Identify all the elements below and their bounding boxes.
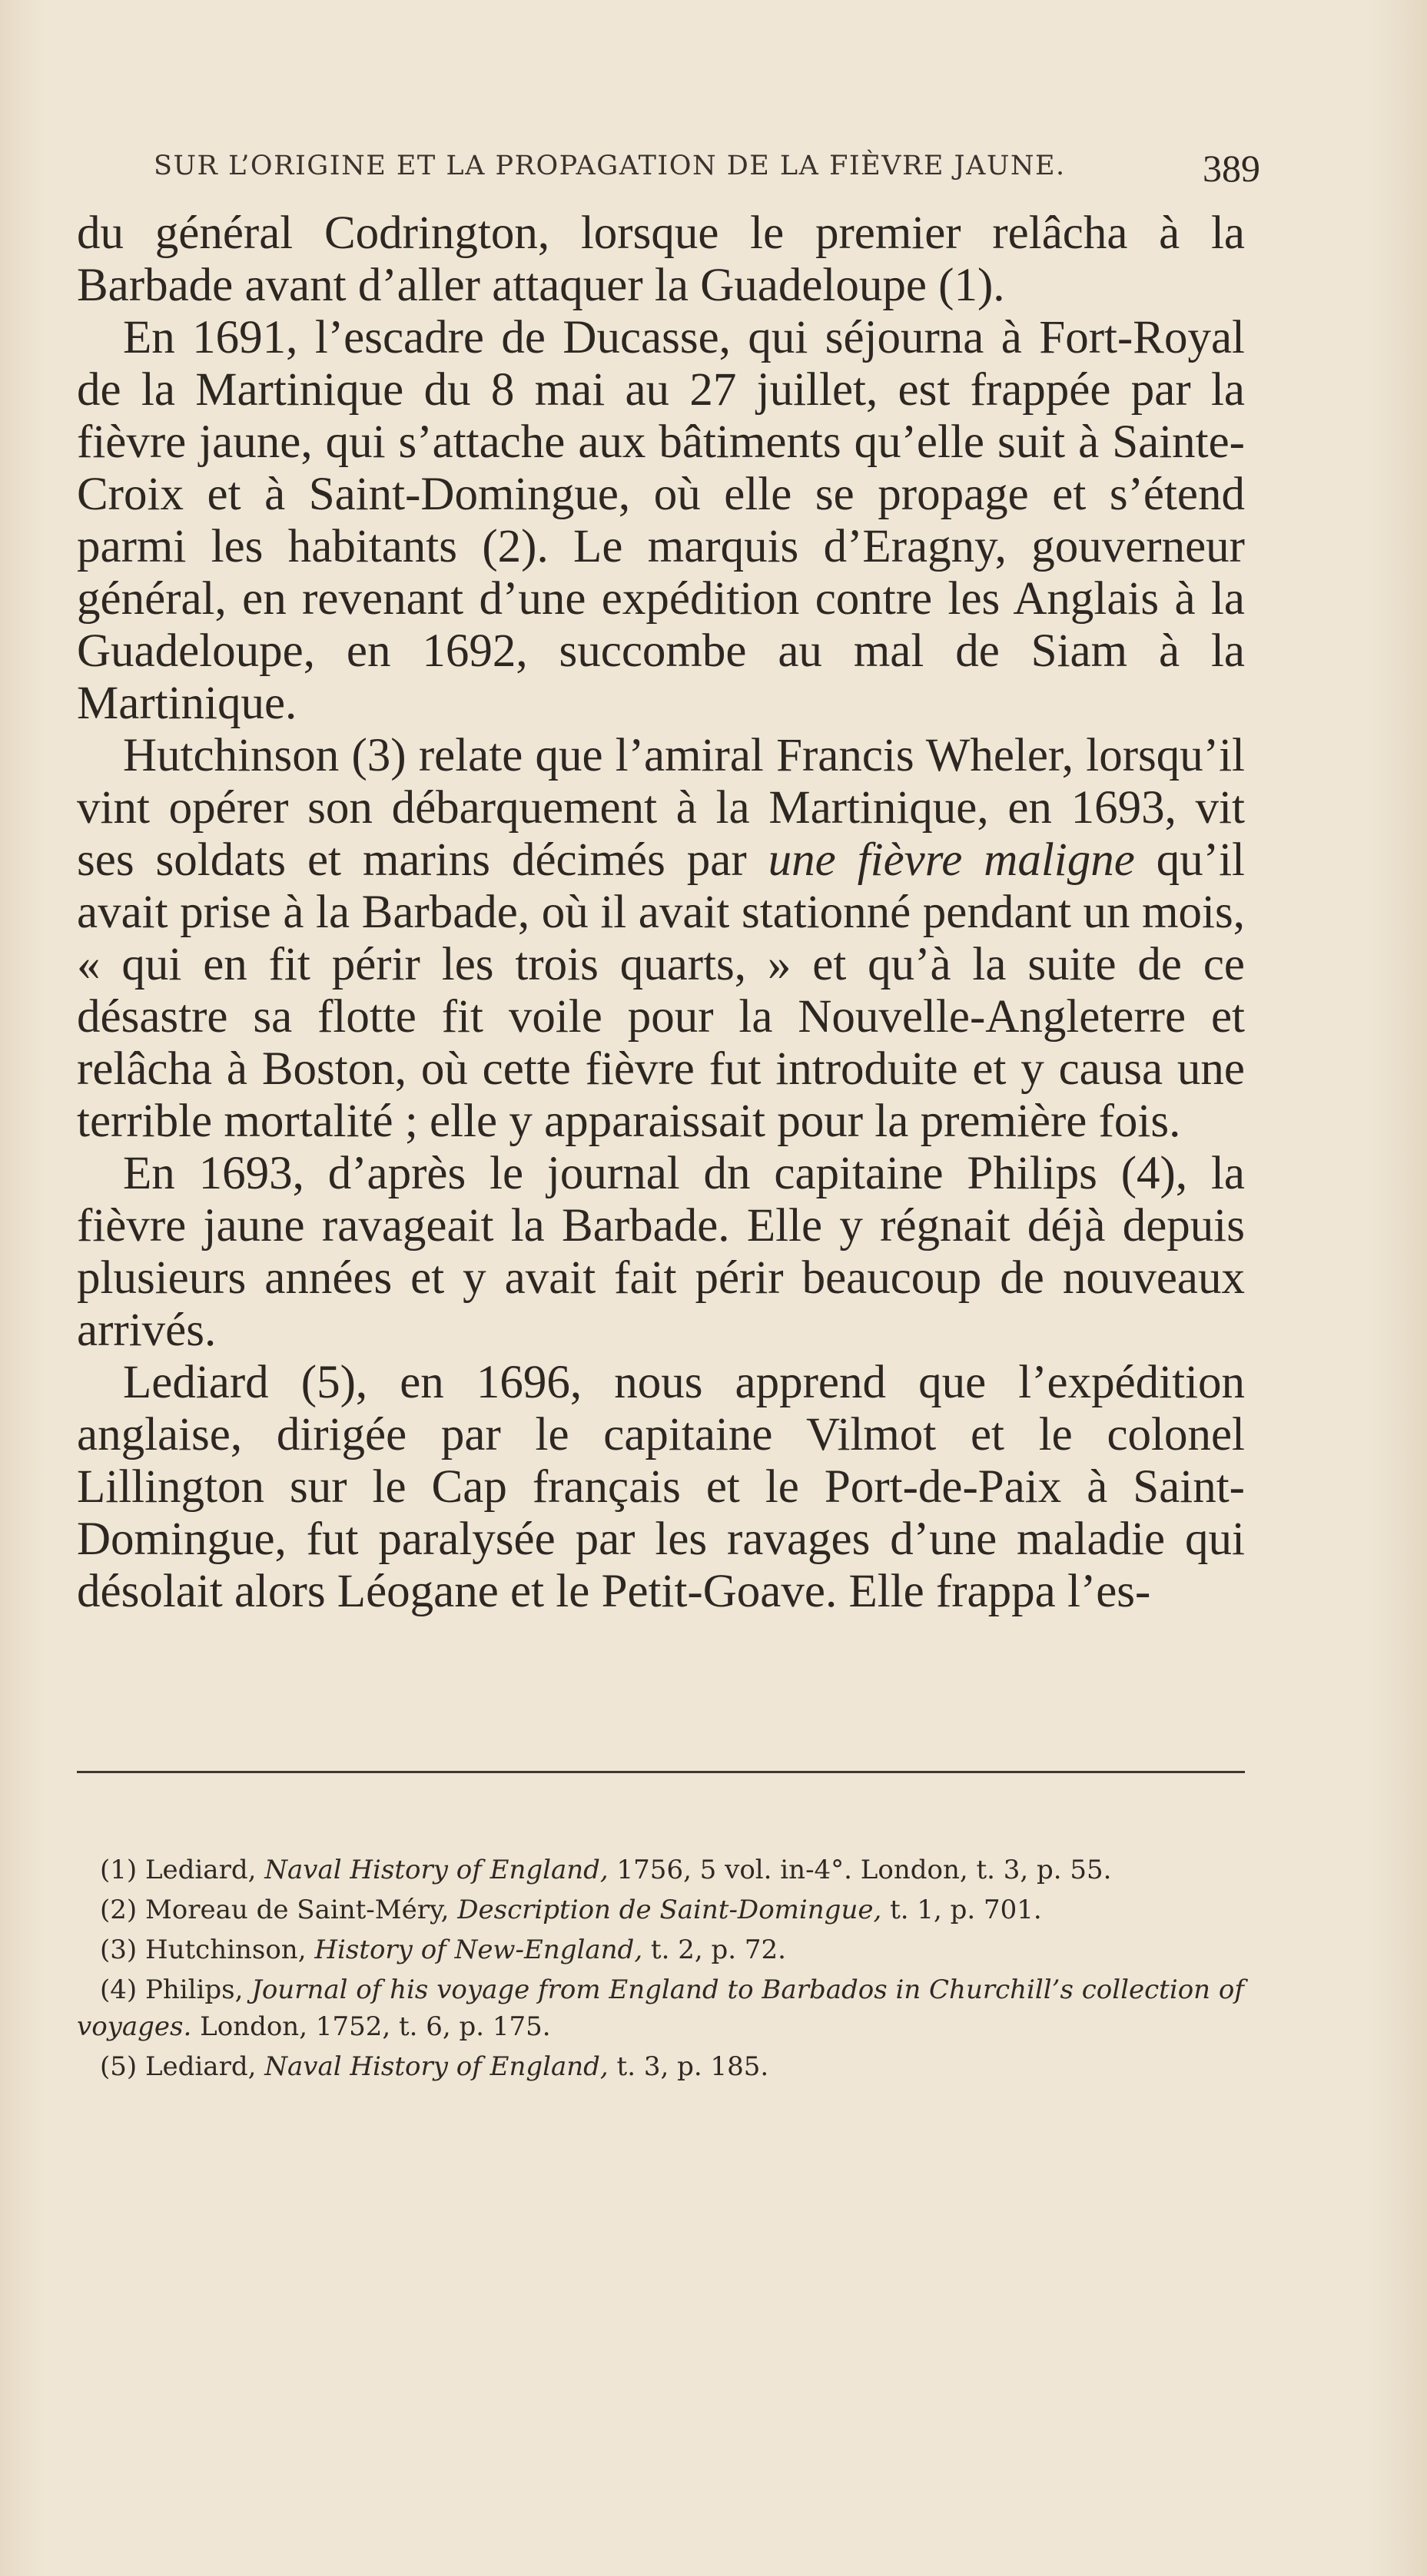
footnote-4-before: (4) Philips, <box>100 1974 252 2005</box>
footnote-5 <box>77 2048 1245 2085</box>
running-title: SUR L’ORIGINE ET LA PROPAGATION DE LA FIÈVRE JAUNE. <box>154 151 1066 181</box>
footnote-2-before: (2) Moreau de Saint-Méry, <box>100 1895 458 1925</box>
paragraph-3-text-after: qu’il avait prise à la Barbade, où il avait stationné pendant un mois, « qui en fit périr les trois quarts, » et qu’à la suite de ce désastre sa flotte fit voile pour la Nouvelle-Angleterre et relâcha à Boston, où cette fièvre fut introduite et y causa une terrible mortalité ; elle y apparaissait pour la première fois. <box>77 834 1245 1147</box>
footnote-2-title: Description de Saint-Domingue, <box>457 1895 882 1925</box>
paragraph-3-text-before: Hutchinson (3) relate que l’amiral Francis Wheler, lorsqu’il vint opérer son débarquement à la Martinique, en 1693, vit ses soldats et marins décimés par <box>77 730 1245 886</box>
footnote-4-after: London, 1752, t. 6, p. 175. <box>191 2011 551 2042</box>
footnote-2 <box>77 1891 1245 1928</box>
footnote-3-title: History of New-England, <box>314 1934 643 1965</box>
paragraph-2: En 1691, l’escadre de Ducasse, qui séjourna à Fort-Royal de la Martinique du 8 mai au 27 juillet, est frappée par la fièvre jaune, qui s’attache aux bâtiments qu’elle suit à Sainte-Croix et à Saint-Domingue, où elle se propage et s’étend parmi les habitants (2). Le marquis d’Eragny, gouverneur général, en revenant d’une expédition contre les Anglais à la Guadeloupe, en 1692, succombe au mal de Siam à la Martinique. <box>77 312 1245 729</box>
footnote-5-title: Naval History of England, <box>264 2051 609 2082</box>
footnote-1 <box>77 1852 1245 1888</box>
body-text <box>77 207 1245 1618</box>
footnote-5-before: (5) Lediard, <box>100 2051 265 2082</box>
paragraph-1: du général Codrington, lorsque le premier relâcha à la Barbade avant d’aller attaquer la Guadeloupe (1). <box>77 207 1245 311</box>
footnote-4 <box>77 1971 1245 2045</box>
footnotes <box>77 1852 1245 2088</box>
page-number: 389 <box>1203 147 1260 190</box>
footnote-3-after: t. 2, p. 72. <box>642 1934 786 1965</box>
footnote-2-after: t. 1, p. 701. <box>881 1895 1042 1925</box>
footnote-1-before: (1) Lediard, <box>100 1855 265 1885</box>
paragraph-3 <box>77 730 1245 1148</box>
footnote-3-before: (3) Hutchinson, <box>100 1934 315 1965</box>
page-header <box>154 146 1260 192</box>
footnote-4-title: Journal of his voyage from England to Barbados in Churchill’s collection of voyages. <box>77 1974 1244 2042</box>
paragraph-5: Lediard (5), en 1696, nous apprend que l’expédition anglaise, dirigée par le capitaine Vilmot et le colonel Lillington sur le Cap français et le Port-de-Paix à Saint-Domingue, fut paralysée par les ravages d’une maladie qui désolait alors Léogane et le Petit-Goave. Elle frappa l’es- <box>77 1357 1245 1617</box>
footnote-1-title: Naval History of England, <box>264 1855 609 1885</box>
footnote-5-after: t. 3, p. 185. <box>608 2051 769 2082</box>
footnote-divider <box>77 1771 1245 1773</box>
footnote-3 <box>77 1931 1245 1968</box>
footnote-1-after: 1756, 5 vol. in-4°. London, t. 3, p. 55. <box>608 1855 1112 1885</box>
paragraph-4: En 1693, d’après le journal dn capitaine Philips (4), la fièvre jaune ravageait la Barbade. Elle y régnait déjà depuis plusieurs années et y avait fait périr beaucoup de nouveaux arrivés. <box>77 1148 1245 1356</box>
paragraph-3-italic: une fièvre maligne <box>768 834 1135 886</box>
